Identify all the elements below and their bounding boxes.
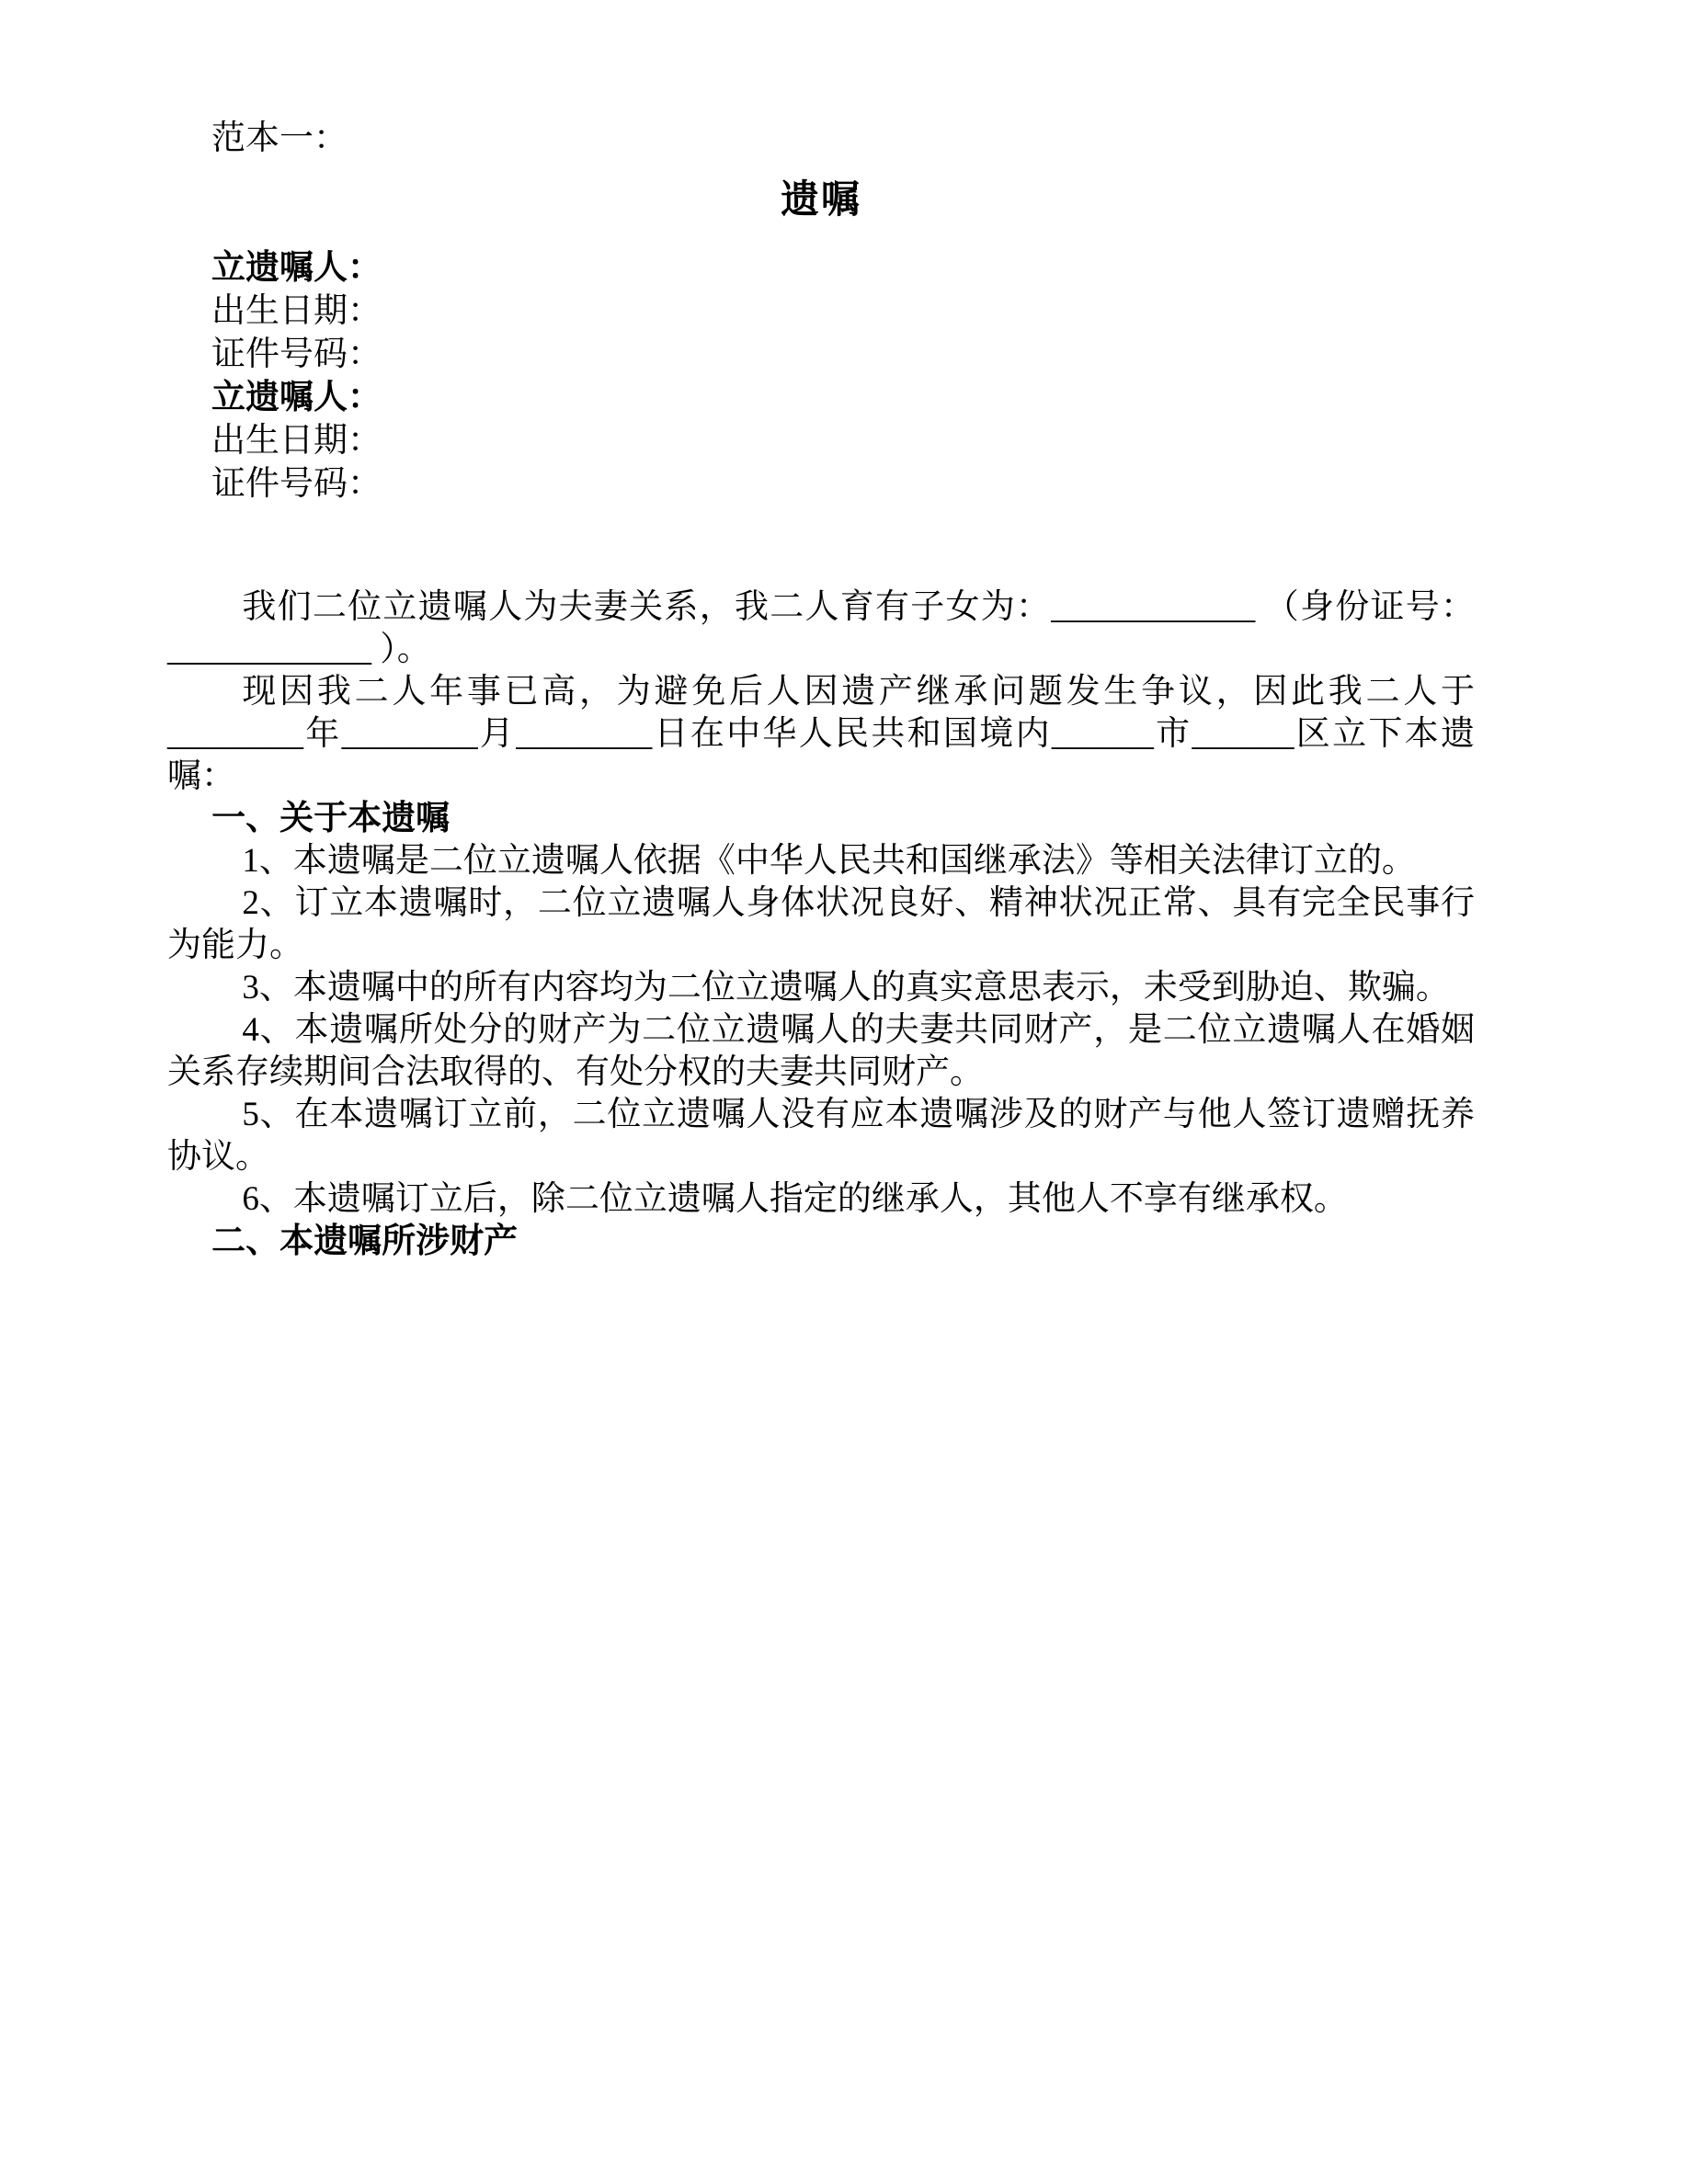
- clause-5: 5、在本遗嘱订立前，二位立遗嘱人没有应本遗嘱涉及的财产与他人签订遗赠抚养协议。: [167, 1096, 1475, 1176]
- template-label: 范本一：: [211, 119, 348, 157]
- testator-name-label: 立遗嘱人：: [211, 379, 382, 416]
- testator-birthdate-label: 出生日期：: [211, 422, 382, 460]
- clause-4: 4、本遗嘱所处分的财产为二位立遗嘱人的夫妻共同财产，是二位立遗嘱人在婚姻关系存续期间合法取得的、有处分权的夫妻共同财产。: [167, 1011, 1475, 1091]
- intro-paragraph: 我们二位立遗嘱人为夫妻关系，我二人育有子女为：____________ （身份证号： ____________ ）。: [167, 588, 1475, 668]
- testator-block-1: [167, 246, 1475, 376]
- clause-3: 3、本遗嘱中的所有内容均为二位立遗嘱人的真实意思表示，未受到胁迫、欺骗。: [242, 969, 1450, 1007]
- clause-2: 2、订立本遗嘱时，二位立遗嘱人身体状况良好、精神状况正常、具有完全民事行为能力。: [167, 884, 1475, 964]
- testator-id-label: 证件号码：: [211, 465, 382, 503]
- testator-name-label: 立遗嘱人：: [211, 249, 382, 287]
- document-title: 遗嘱: [780, 179, 861, 222]
- clause-1: 1、本遗嘱是二位立遗嘱人依据《中华人民共和国继承法》等相关法律订立的。: [242, 842, 1416, 880]
- date-place-paragraph: 现因我二人年事已高，为避免后人因遗产继承问题发生争议，因此我二人于________年________月________日在中华人民共和国境内______市______区立下本遗嘱：: [167, 673, 1475, 795]
- testator-block-2: [167, 376, 1475, 506]
- clause-6: 6、本遗嘱订立后，除二位立遗嘱人指定的继承人，其他人不享有继承权。: [242, 1180, 1348, 1218]
- document-body: [167, 586, 1475, 1263]
- testator-birthdate-label: 出生日期：: [211, 292, 382, 330]
- section-heading-property: 二、本遗嘱所涉财产: [211, 1223, 519, 1260]
- section-heading-about-will: 一、关于本遗嘱: [211, 800, 451, 837]
- testator-id-label: 证件号码：: [211, 336, 382, 373]
- blank-line: [167, 506, 1475, 586]
